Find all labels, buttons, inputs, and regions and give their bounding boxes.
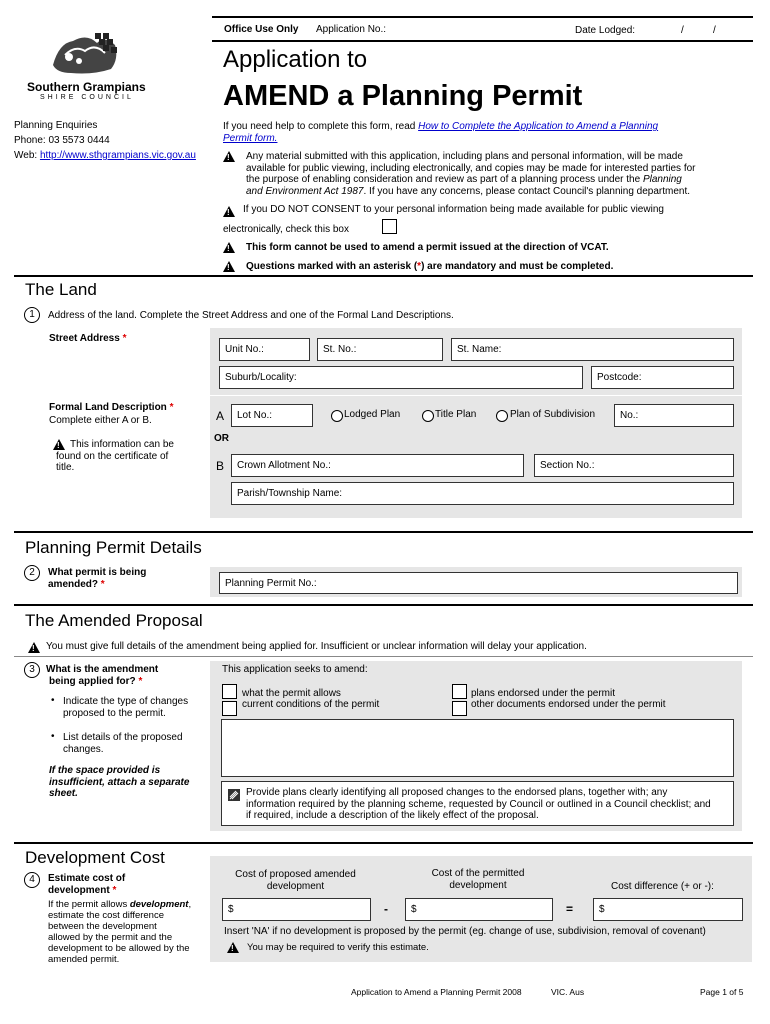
proposal-question: What is the amendment being applied for? * — [46, 664, 159, 687]
title-plan-label: Title Plan — [435, 409, 477, 420]
date-slash-1: / — [681, 25, 684, 36]
question-number-3: 3 — [24, 662, 40, 678]
permit-rule — [14, 531, 753, 533]
plans-note: Provide plans clearly identifying all proposed changes to the endorsed plans, together with; any information required by the planning scheme, requested by Council or outlined in a Council checklist; and if required, include a description of the likely effect of the proposal. — [246, 787, 711, 821]
bullet-dot: • — [51, 695, 55, 706]
or-label: OR — [214, 433, 229, 444]
council-sub: SHIRE COUNCIL — [40, 94, 134, 101]
verify-note: You may be required to verify this estimate. — [247, 942, 429, 953]
street-no-field[interactable]: St. No.: — [317, 338, 443, 361]
footer-form-name: Application to Amend a Planning Permit 2008 — [351, 987, 522, 997]
warning-icon — [28, 642, 40, 653]
opt-permit-allows: what the permit allows — [242, 688, 341, 699]
option-a-label: A — [216, 409, 225, 423]
council-web: Web: http://www.sthgrampians.vic.gov.au — [14, 150, 196, 161]
question-number-2: 2 — [24, 565, 40, 581]
proposal-warning: You must give full details of the amendment being applied for. Insufficient or unclear information will delay your application. — [46, 641, 587, 652]
application-no-label: Application No.: — [316, 24, 387, 35]
help-text: If you need help to complete this form, read How to Complete the Application to Amend a Planning — [223, 121, 659, 132]
council-web-link[interactable]: http://www.sthgrampians.vic.gov.au — [39, 150, 196, 161]
formal-land-label: Formal Land Description * — [49, 402, 174, 413]
help-link[interactable]: How to Complete the Application to Amend a Planning — [418, 121, 659, 132]
title-line-1: Application to — [223, 46, 368, 73]
proposal-divider — [14, 656, 753, 657]
plans-endorsed-checkbox[interactable] — [452, 684, 467, 699]
info-icon — [53, 439, 65, 450]
plan-no-field[interactable]: No.: — [614, 404, 734, 427]
mandatory-notice: Questions marked with an asterisk (*) are mandatory and must be completed. — [246, 261, 614, 272]
planning-enquiries: Planning Enquiries — [14, 120, 98, 131]
footer-location: VIC. Aus — [551, 987, 585, 997]
postcode-field[interactable]: Postcode: — [591, 366, 734, 389]
consent-line-2: electronically, check this box — [223, 224, 349, 235]
bullet-2: List details of the proposed changes. — [63, 732, 183, 755]
council-phone: Phone: 03 5573 0444 — [14, 135, 110, 146]
opt-conditions: current conditions of the permit — [242, 699, 380, 710]
warning-icon — [227, 942, 239, 953]
cost-rule — [14, 842, 753, 844]
proposed-cost-field[interactable]: $ — [222, 898, 371, 921]
council-logo — [45, 25, 125, 81]
suburb-field[interactable]: Suburb/Locality: — [219, 366, 583, 389]
crown-allotment-field[interactable]: Crown Allotment No.: — [231, 454, 524, 477]
street-address-label: Street Address * — [49, 333, 127, 344]
question-number-1: 1 — [24, 307, 40, 323]
land-title: The Land — [25, 280, 97, 299]
lodged-plan-label: Lodged Plan — [344, 409, 401, 420]
header-top-rule — [212, 16, 753, 18]
consent-checkbox[interactable] — [382, 219, 397, 234]
insufficient-note: If the space provided is insufficient, attach a separate sheet. — [49, 765, 190, 799]
permit-title: Planning Permit Details — [25, 538, 202, 557]
amendment-details-textarea[interactable] — [221, 719, 734, 777]
land-rule — [14, 275, 753, 277]
title-line-2: AMEND a Planning Permit — [223, 80, 583, 112]
permitted-cost-field[interactable]: $ — [405, 898, 553, 921]
subdivision-plan-radio[interactable] — [496, 410, 508, 422]
cost-difference-field[interactable]: $ — [593, 898, 743, 921]
consent-line-1: If you DO NOT CONSENT to your personal information being made available for public viewing — [243, 204, 664, 215]
council-name: Southern Grampians — [27, 80, 146, 94]
subdivision-plan-label: Plan of Subdivision — [510, 409, 596, 420]
date-slash-2: / — [713, 25, 716, 36]
warning-icon — [223, 261, 235, 272]
land-question: Address of the land. Complete the Street Address and one of the Formal Land Descriptions. — [48, 310, 454, 321]
seeks-label: This application seeks to amend: — [222, 664, 368, 675]
parish-field[interactable]: Parish/Township Name: — [231, 482, 734, 505]
section-no-field[interactable]: Section No.: — [534, 454, 734, 477]
formal-land-sub: Complete either A or B. — [49, 415, 152, 426]
office-use-label: Office Use Only — [224, 24, 299, 35]
cost-question: Estimate cost of development * — [48, 873, 126, 896]
documents-endorsed-checkbox[interactable] — [452, 701, 467, 716]
col-permitted-cost: Cost of the permitted development — [431, 868, 525, 891]
minus-sign: - — [384, 902, 388, 916]
proposal-rule — [14, 604, 753, 606]
public-notice: Any material submitted with this application, including plans and personal information, will be made available for public viewing, including electronically, and copies may be made for interested parties for the purpose of enabling consideration and review as part of a planning process under the Planning and Environment Act 1987. If you have any concerns, please contact Council's planning department. — [246, 151, 696, 197]
conditions-checkbox[interactable] — [222, 701, 237, 716]
warning-icon — [223, 242, 235, 253]
pencil-icon — [228, 789, 240, 801]
permit-no-field[interactable]: Planning Permit No.: — [219, 572, 738, 594]
unit-no-field[interactable]: Unit No.: — [219, 338, 310, 361]
lot-no-field[interactable]: Lot No.: — [231, 404, 313, 427]
equals-sign: = — [566, 902, 574, 916]
warning-icon — [223, 151, 235, 162]
street-name-field[interactable]: St. Name: — [451, 338, 734, 361]
bullet-1: Indicate the type of changes proposed to the permit. — [63, 696, 189, 719]
help-link-2[interactable]: Permit form. — [223, 133, 278, 144]
warning-icon — [223, 206, 235, 217]
plans-note-box — [221, 781, 734, 826]
footer-page-number: Page 1 of 5 — [700, 987, 744, 997]
opt-plans-endorsed: plans endorsed under the permit — [471, 688, 615, 699]
option-b-label: B — [216, 459, 225, 473]
permit-allows-checkbox[interactable] — [222, 684, 237, 699]
col-cost-difference: Cost difference (+ or -): — [611, 881, 714, 892]
date-lodged-label: Date Lodged: — [575, 25, 636, 36]
vcat-notice: This form cannot be used to amend a permit issued at the direction of VCAT. — [246, 242, 609, 253]
bullet-dot: • — [51, 731, 55, 742]
title-plan-radio[interactable] — [422, 410, 434, 422]
opt-documents-endorsed: other documents endorsed under the permit — [471, 699, 666, 710]
land-divider — [210, 395, 742, 396]
proposal-title: The Amended Proposal — [25, 611, 203, 630]
cost-description: If the permit allows development, estimate the cost difference between the development allowed by the permit and the development to be allowed by the amended permit. — [48, 899, 192, 965]
permit-question: What permit is being amended? * — [48, 567, 147, 590]
title-info: This information can be found on the certificate of title. — [56, 439, 174, 473]
header-bottom-rule — [212, 40, 753, 42]
question-number-4: 4 — [24, 872, 40, 888]
cost-title: Development Cost — [25, 848, 165, 867]
lodged-plan-radio[interactable] — [331, 410, 343, 422]
col-proposed-cost: Cost of proposed amended development — [235, 869, 356, 892]
na-note: Insert 'NA' if no development is proposed by the permit (eg. change of use, subdivision, removal of covenant) — [224, 926, 706, 937]
